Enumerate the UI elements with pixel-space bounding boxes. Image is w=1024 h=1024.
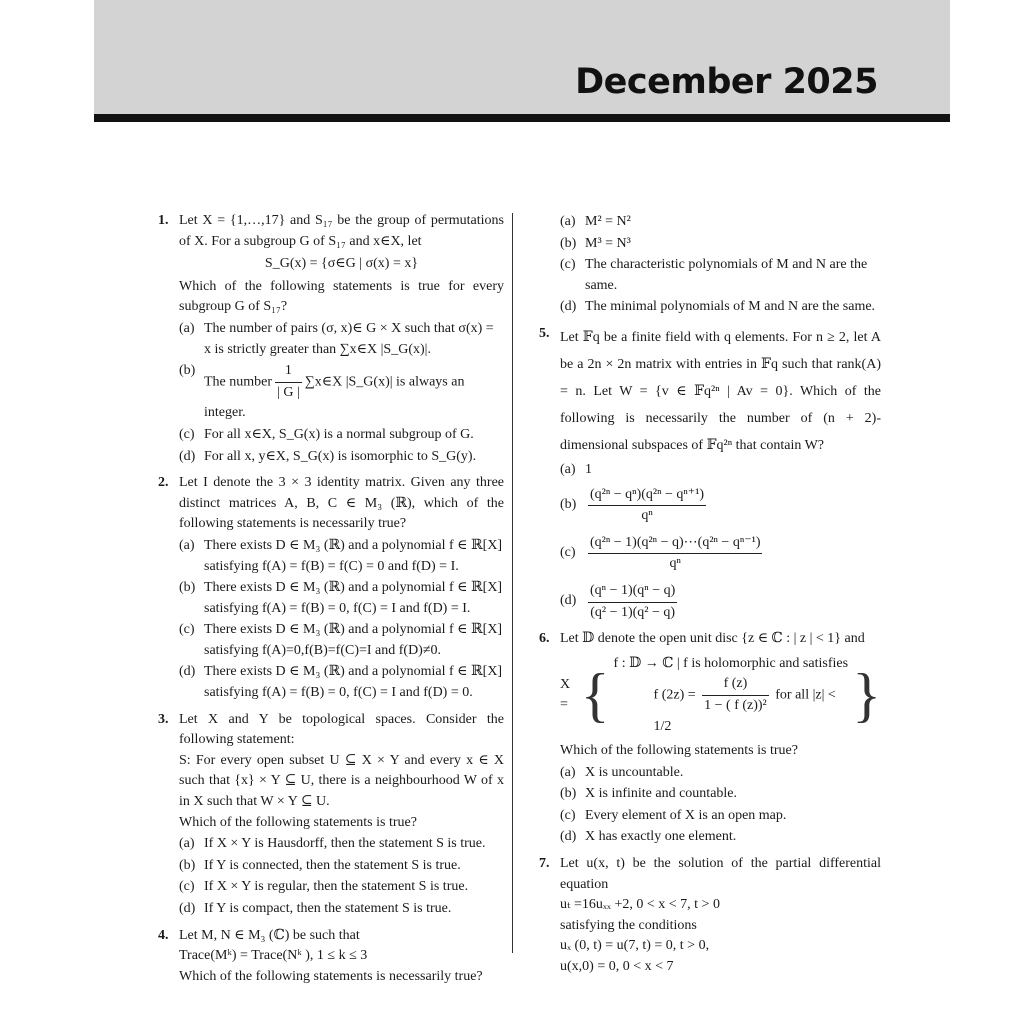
option-text: X is infinite and countable. [585,786,738,802]
option-b [560,234,881,255]
option-text: There exists D ∈ M₃ (ℝ) and a polynomial f ∈ ℝ[X] satisfying f(A) = f(B) = 0, f(C) = I and f(D) = 0. [204,664,503,701]
option-text: 1 [585,461,592,477]
option-text: ∑x∈X |S_G(x)| is always an integer. [204,374,465,421]
option-text: The number [204,374,273,390]
option-text: Every element of X is an open map. [585,807,787,823]
boundary-condition: uₓ (0, t) = u(7, t) = 0, t > 0, [560,938,710,954]
question-number: 4. [158,927,169,943]
question-number: 1. [158,213,169,228]
option-label: (a) [560,214,576,229]
option-text: X is uncountable. [585,764,684,780]
option-b [560,784,881,805]
option-label: (b) [560,786,577,802]
option-a [560,212,881,233]
option-d [560,827,881,848]
option-text: For all x, y∈X, S_G(x) is isomorphic to S_G(y). [204,448,477,464]
fraction [702,674,769,716]
condition: Trace(Mᵏ) = Trace(Nᵏ ), 1 ≤ k ≤ 3 [179,948,368,964]
option-label: (d) [560,829,577,845]
option-text: If Y is connected, then the statement S is true. [204,857,461,873]
option-c [179,877,504,898]
conditions-intro: satisfying the conditions [560,917,697,933]
fraction [588,485,706,527]
option-text: There exists D ∈ M₃ (ℝ) and a polynomial f ∈ ℝ[X] satisfying f(A) = f(B) = f(C) = 0 and f(D) = I. [204,537,503,574]
question-stem: Let u(x, t) be the solution of the partial differential equation [560,856,881,892]
question-ask: Which of the following statements is true? [560,743,798,759]
option-label: (d) [560,299,577,315]
right-brace: } [852,662,881,729]
fraction [588,533,762,575]
left-column [158,211,504,993]
option-a [179,834,504,855]
option-c [179,620,504,661]
question-4-options [539,212,881,318]
pde-equation: uₜ =16uₓₓ +2, 0 < x < 7, t > 0 [560,897,720,913]
option-label: (a) [179,537,195,553]
option-a [560,763,881,784]
option-text: X has exactly one element. [585,829,737,845]
denominator: (q² − 1)(q² − q) [590,604,676,620]
column-divider [512,213,513,953]
question-4 [158,926,504,988]
denominator: | G | [277,384,300,400]
option-d [179,899,504,920]
option-label: (d) [560,592,577,608]
option-text: If Y is compact, then the statement S is true. [204,901,452,916]
question-2 [158,473,504,704]
option-label: (a) [560,764,576,780]
fraction [588,581,677,623]
option-label: (d) [179,901,196,916]
question-ask: Which of the following statements is true for every subgroup G of S₁₇? [179,278,504,315]
numerator: 1 [275,361,302,383]
set-line-1: f : 𝔻 → ℂ | f is holomorphic and satisfies [613,655,849,671]
option-label: (c) [560,544,576,560]
option-label: (c) [560,807,576,823]
question-ask: Which of the following statements is necessarily true? [179,968,483,984]
option-text: The minimal polynomials of M and N are the same. [585,299,876,315]
question-6 [539,629,881,848]
set-definition [560,654,881,737]
question-ask: Which of the following statements is true? [179,814,417,830]
right-column [539,211,881,984]
statement-s: S: For every open subset U ⊆ X × Y and every x ∈ X such that {x} × Y ⊆ U, there is a neighbourhood W of x in X such that W × Y ⊆ U. [179,752,504,810]
option-text: For all x∈X, S_G(x) is a normal subgroup of G. [204,426,474,442]
option-text: The number of pairs (σ, x)∈ G × X such that σ(x) = x is strictly greater than ∑x∈X |S_G(x)|. [204,320,494,357]
option-d [560,297,881,318]
option-label: (b) [179,363,196,379]
option-label: (c) [179,879,195,895]
question-stem: Let 𝔻 denote the open unit disc {z ∈ ℂ : | z | < 1} and [560,631,865,647]
option-d [179,662,504,703]
option-label: (c) [179,622,195,638]
option-label: (b) [560,235,577,251]
option-c [560,533,881,575]
option-text: The characteristic polynomials of M and N are the same. [585,257,868,293]
option-a [179,319,504,360]
option-label: (b) [179,580,196,596]
numerator: (q²ⁿ − 1)(q²ⁿ − q)⋯(q²ⁿ − qⁿ⁻¹) [588,533,762,555]
question-7 [539,854,881,978]
question-stem: Let X and Y be topological spaces. Consider the following statement: [179,711,504,748]
question-stem: Let M, N ∈ M₃ (ℂ) be such that [179,927,360,943]
option-c [560,806,881,827]
option-text: M³ = N³ [585,235,631,251]
question-stem: Let X = {1,…,17} and S₁₇ be the group of permutations of X. For a subgroup G of S₁₇ and x∈X, let [179,213,504,249]
option-b [179,578,504,619]
definition: S_G(x) = {σ∈G | σ(x) = x} [264,256,419,272]
denominator: qⁿ [669,556,681,572]
fraction [275,361,302,403]
question-number: 5. [539,325,550,341]
option-d [560,581,881,623]
option-label: (c) [179,426,195,442]
option-text: M² = N² [585,214,631,229]
option-text: If X × Y is regular, then the statement S is true. [204,879,469,895]
numerator: (q²ⁿ − qⁿ)(q²ⁿ − qⁿ⁺¹) [588,485,706,507]
left-brace: { [580,662,610,729]
option-b [179,856,504,877]
option-text: There exists D ∈ M₃ (ℝ) and a polynomial f ∈ ℝ[X] satisfying f(A)=0,f(B)=f(C)=I and f(D)≠0. [204,622,503,658]
denominator: 1 − ( f (z))² [704,697,767,713]
set-body [610,654,853,737]
option-text: If X × Y is Hausdorff, then the statement S is true. [204,836,486,852]
question-number: 7. [539,856,550,872]
option-a [179,536,504,577]
option-label: (a) [179,836,195,852]
option-label: (a) [179,320,195,336]
option-label: (c) [560,257,576,273]
option-label: (d) [179,448,196,464]
set-line-2 [614,674,849,737]
question-5 [539,324,881,623]
page-title: December 2025 [575,62,878,102]
initial-condition: u(x,0) = 0, 0 < x < 7 [560,959,674,975]
option-c [179,425,504,446]
set-eq-cond: for all |z| < 1/2 [653,687,836,734]
denominator: qⁿ [641,508,653,524]
set-lhs: X = [560,676,571,713]
option-a [560,460,881,481]
option-label: (b) [179,857,196,873]
numerator: (qⁿ − 1)(qⁿ − q) [588,581,677,603]
question-stem: Let I denote the 3 × 3 identity matrix. Given any three distinct matrices A, B, C ∈ M₃ (ℝ), which of the following statements is necessarily true? [179,475,504,532]
question-number: 6. [539,631,550,647]
option-c [560,255,881,296]
question-number: 2. [158,475,169,491]
option-label: (d) [179,664,196,680]
set-eq-lhs: f (2z) = [653,687,696,703]
question-stem: Let 𝔽q be a finite field with q elements. For n ≥ 2, let A be a 2n × 2n matrix with entries in 𝔽q such that rank(A) = n. Let W = {v ∈ 𝔽q²ⁿ | Av = 0}. Which of the following is necessarily the number of (n + 2)-dimensional subspaces of 𝔽q²ⁿ that contain W? [560,329,881,453]
option-label: (a) [560,461,576,477]
option-d [179,447,504,468]
option-b [179,361,504,424]
header-rule [94,114,950,122]
option-label: (b) [560,496,577,512]
numerator: f (z) [702,674,769,696]
question-3 [158,710,504,920]
question-number: 3. [158,711,169,727]
option-b [560,485,881,527]
option-text: There exists D ∈ M₃ (ℝ) and a polynomial f ∈ ℝ[X] satisfying f(A) = f(B) = 0, f(C) = I and f(D) = I. [204,580,503,616]
question-1 [158,211,504,467]
